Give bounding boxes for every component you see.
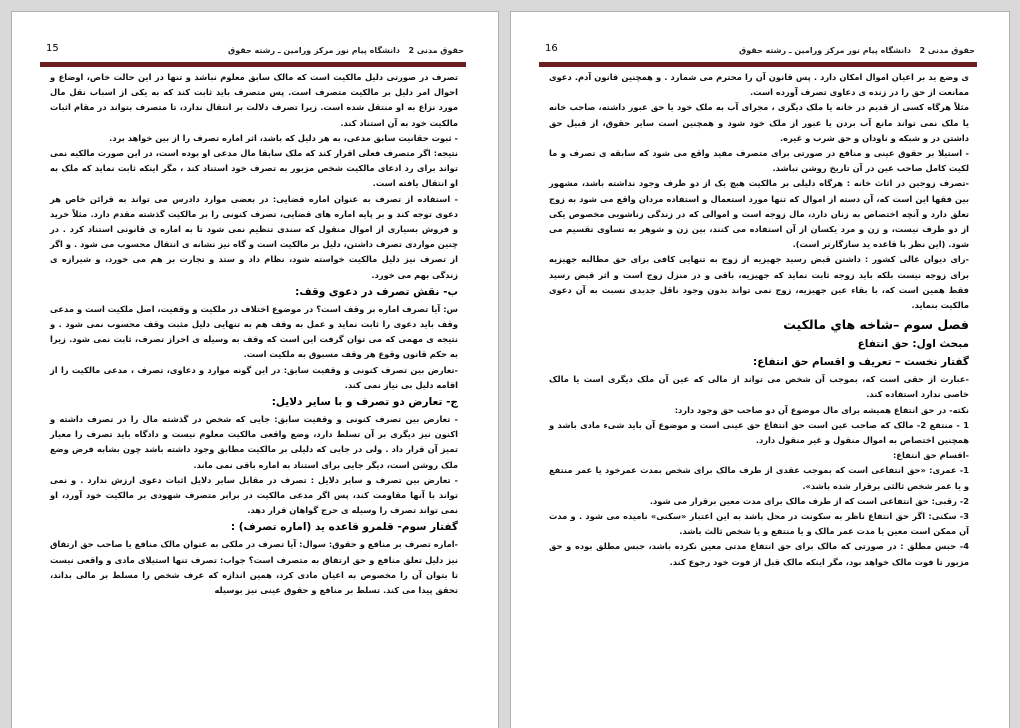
paragraph: - تعارض بین تصرف و سایر دلایل : تصرف در مقابل سایر دلایل اثبات دعوی ارزش ندارد . و نمی تواند با آنها مقاومت کند، پس اگر مدعی مالکیت در برابر متصرف شهودی بر مالکیت خود آورد، او نمی تواند تصرف را وسیله ی حرج گواهان قرار دهد. <box>50 474 458 516</box>
section-heading: ج- تعارض دو تصرف و با سایر دلایل: <box>271 396 458 409</box>
document-page-left <box>12 12 498 728</box>
paragraph: -تعارض بین تصرف کنونی و وقفیت سابق: در این گونه موارد و دعاوی، تصرف ، مدعی مالکیت را از اقامه دلیل بی نیاز نمی کند. <box>50 364 458 390</box>
section-heading: گفتار سوم- قلمرو قاعده ید (اماره تصرف) : <box>230 521 458 534</box>
paragraph: - استیلا بر حقوق عینی و منافع در صورتی برای متصرف مفید واقع می شود که سابقه ی تصرف و ما لکیت کامل صاحب عین در آن تاریخ روشن نباشد. <box>549 148 969 174</box>
page-number: 15 <box>46 43 59 54</box>
paragraph: 4- حبس مطلق : در صورتی که مالک برای حق انتفاع مدتی معین نکرده باشد، حبس مطلق بوده و حق مزبور تا فوت مالک خواهد بود، مگر اینکه مالک قبل از فوت خود رجوع کند. <box>549 541 969 567</box>
paragraph: نکته- در حق انتفاع همیشه برای مال موضوع آن دو صاحب حق وجود دارد: <box>674 404 969 415</box>
paragraph: -اقسام حق انتفاع: <box>892 450 969 461</box>
page-header <box>545 43 975 60</box>
paragraph: تصرف در صورتی دلیل مالکیت است که مالک سابق معلوم نباشد و تنها در این حالت خاص، اوضاع و احوال امر دلیل بر مالکیت متصرف است. پس متصرف باید ثابت کند که به یکی از اسباب نقل مال مورد نزاع به او منتقل شده است. زیرا تصرف دلالت بر انتقال ندارد، تا متصرف بتواند در مقام اثبات مالکیت خود به آن استناد کند. <box>50 72 458 128</box>
page-body <box>549 70 969 570</box>
paragraph: 1- عمری: «حق انتفاعی است که بموجب عقدی از طرف مالک برای شخص بمدت عمرخود یا عمر منتفع و یا عمر شخص ثالثی برقرار شده باشد». <box>549 465 969 491</box>
paragraph: 3- سکنی: اگر حق انتفاع ناظر به سکونت در محل باشد به این اعتبار «سکنی» نامیده می شود . و مدت آن ممکن است معین یا مدت عمر مالک و یا منتفع و یا شخص ثالث باشد. <box>549 511 969 537</box>
header-university: دانشگاه پیام نور مرکز ورامین ـ رشته حقوق <box>228 46 400 55</box>
paragraph: -اماره تصرف بر منافع و حقوق: سوال: آیا تصرف در ملکی به عنوان مالک منافع یا صاحب حق ارتفاق نیز دلیل تعلق منافع و حق ارتفاق به متصرف است؟ جواب: تصرف تنها استیلای مادی و واقعی نیست تا بتوان آن را مخصوص به اعیان مادی کرد، همین اندازه که عرف شخص را مسلط بر مالی بداند، تحقق پیدا می کند. تسلط بر منافع و حقوق عینی نیز بوسیله <box>50 539 458 596</box>
section-heading: ب- نقش تصرف در دعوی وقف: <box>295 285 458 298</box>
page-body <box>50 70 458 598</box>
paragraph: - استفاده از تصرف به عنوان اماره قضایی: در بعضی موارد دادرس می تواند به قرائن خاص هر دعوی توجه کند و بر پایه اماره های قضایی، تصرف کنونی را بر مالکیت گذشته مقدم دارد. مثلاً خرید و فروش بسیاری از اموال منقول که سندی تنظیم نمی شود تا به اماره ی قانونی استناد کرد . در چنین مواردی تصرف داشتن، دلیل بر مالکیت است و گاه نیز نشانه ی انتقال محسوب می شود . و اگر از تصرف نیز دلیل مالکیت خواسته شود، نظام داد و ستد و تجارت بر هم می خورد، و شیرازه ی زندگی بهم می خورد. <box>50 193 458 280</box>
paragraph: 1 - منتفع 2- مالک که صاحب عین است حق انتفاع حق عینی است و موضوع آن باید شیء مادی باشد و همچنین اختصاص به اموال منقول و غیر منقول دارد. <box>549 419 969 446</box>
header-course: حقوق مدنی 2 <box>919 46 975 55</box>
paragraph: مثلاً هرگاه کسی از قدیم در خانه یا ملک دیگری ، مجرای آب به ملک خود یا حق عبور داشته، صاحب خانه یا ملک نمی تواند مانع آب بردن یا عبور از ملک خود شود و همچنین است سایر حقوق، از قبیل حق داشتن در و شبکه و ناودان و حق شرب و غیره. <box>549 102 969 143</box>
document-page-right <box>511 12 1009 728</box>
paragraph: س: آیا تصرف اماره بر وقف است؟ در موضوع اختلاف در ملکیت و وقفیت، اصل ملکیت است و مدعی وقف باید دعوی را ثابت نماید و عمل به وقف هم به تنهایی دلیل مثبت وقف محسوب نمی شود . و نتیجه ی مهمی که می توان گرفت این است که وقف به وسیله ی احراز تصرف، ثابت نمی شود. زیرا به حکم قانون وقوع هر وقف مسبوق به ملکیت است. <box>50 303 458 360</box>
paragraph: -تصرف زوجین در اثاث خانه : هرگاه دلیلی بر مالکیت هیچ یک از دو طرف وجود نداشته باشد، مشهور بین فقها این است که، آن دسته از اموال که تنها مورد استعمال و استفاده مردان واقع می شود به زوج تعلق دارد و آنچه اختصاص به زنان دارد، مال زوجه است و اموالی که در زندگی زناشویی مخصوص یکی از دو طرف نیست، و زن و مرد یکسان از آن استفاده می کنند، بین زن و شوهر به تساوی تقسیم می شود. (این نظر با قاعده ید سازگارتر است). <box>549 178 969 250</box>
section-heading: فصل سوم –شاخه هاي مالکيت <box>783 317 969 333</box>
header-rule <box>539 62 977 67</box>
paragraph: - ثبوت حقانیت سابق مدعی، به هر دلیل که باشد، اثر اماره تصرف را از بین خواهد برد. <box>109 132 458 143</box>
section-heading: گفتار نخست – تعریف و اقسام حق انتفاع: <box>753 356 969 369</box>
header-rule <box>40 62 466 67</box>
paragraph: -عبارت از حقی است که، بموجب آن شخص می تواند از مالی که عین آن ملک دیگری است یا مالک خاصی ندارد استفاده کند. <box>549 374 969 400</box>
paragraph: نتیجه: اگر متصرف فعلی اقرار کند که ملک سابقا مال مدعی او بوده است، در این صورت مالکیه نمی تواند برای رد ادعای مالکیت شخص مزبور به تصرف خود استناد کند ، مگر اینکه ثابت نماید که ملک به او انتقال یافته است. <box>50 148 458 189</box>
page-header <box>46 43 464 60</box>
paragraph: -رای دیوان عالی کشور : داشتن قبض رسید جهیزیه از زوج به تنهایی کافی برای حق مطالبه جهیزیه برای زوجه نیست بلکه باید زوجه ثابت نماید که جهیزیه، باقی و در منزل زوج است و اثر قبض رسید فقط همین است که، با بقاء عین جهیزیه، زوج نمی تواند بدون وجود ناقل جدیدی نسبت به آن دعوی مالکیت بنماید. <box>549 254 969 311</box>
page-number: 16 <box>545 43 558 54</box>
section-heading: مبحث اول: حق انتفاع <box>857 338 969 351</box>
paragraph: ی وضع ید بر اعیان اموال امکان دارد . پس قانون آن را محترم می شمارد . و همچنین قانون آدم. دعوی ممانعت از حق را در زنده ی دعاوی تصرف آورده است. <box>549 72 969 98</box>
paragraph: - تعارض بین تصرف کنونی و وقفیت سابق: جایی که شخص در گذشته مال را در تصرف داشته و اکنون نیز دیگری بر آن تسلط دارد، وضع واقعی مالکیت معلوم نیست و دادگاه باید تصرف را معیار تمیز آن قرار داد . ولی در جایی که دلیلی بر مالکیت مطابق وجود داشته باشد چون بشابه فرض وضع ملک روشن است، دیگر جایی برای استناد به اماره باقی نمی ماند. <box>50 414 458 470</box>
header-university: دانشگاه پیام نور مرکز ورامین ـ رشته حقوق <box>739 46 911 55</box>
header-course: حقوق مدنی 2 <box>408 46 464 55</box>
paragraph: 2- رقبی: حق انتفاعی است که از طرف مالک برای مدت معین برقرار می شود. <box>649 495 969 506</box>
